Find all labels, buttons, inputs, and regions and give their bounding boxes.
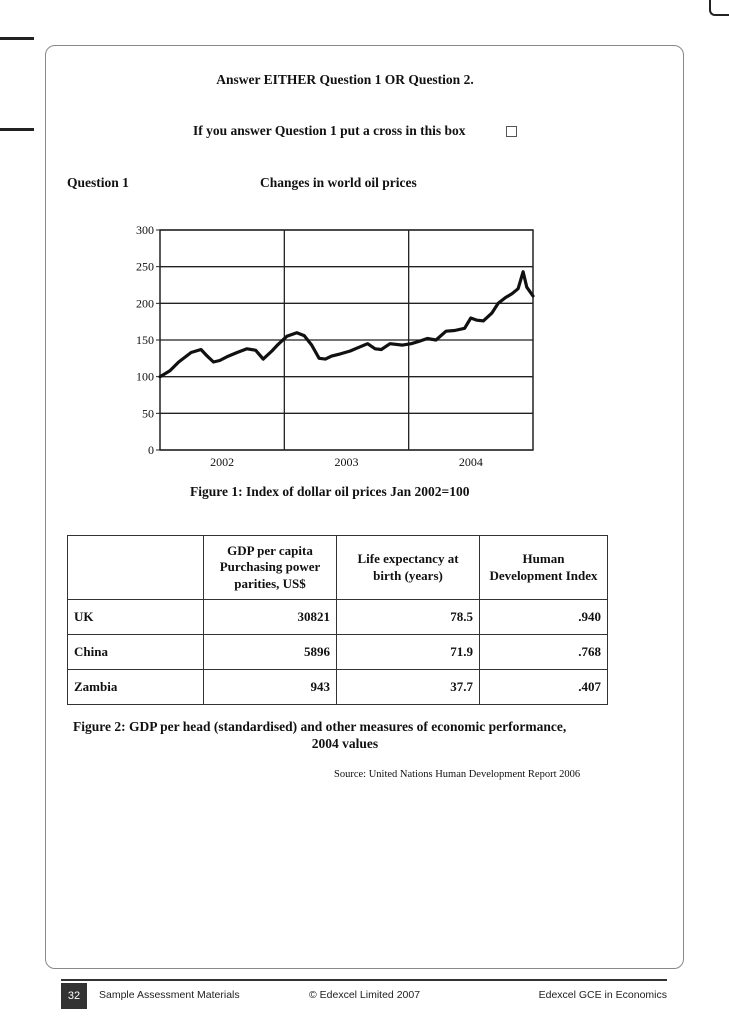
y-tick-label: 100: [136, 369, 154, 384]
question-title: Changes in world oil prices: [260, 175, 417, 190]
table-cell-hdi: .407: [480, 670, 608, 705]
table-cell-gdp: 943: [204, 670, 337, 705]
table-cell-gdp: 5896: [204, 635, 337, 670]
x-tick-label: 2002: [210, 455, 235, 469]
table-row: [68, 600, 608, 635]
table-row: [68, 670, 608, 705]
table-cell-country: Zambia: [68, 670, 204, 705]
y-tick-label: 300: [136, 223, 154, 237]
y-tick-label: 0: [148, 443, 154, 457]
x-tick-label: 2004: [458, 455, 483, 469]
footer-left: Sample Assessment Materials: [99, 989, 240, 1001]
table-cell-life-expectancy: 37.7: [337, 670, 480, 705]
economic-performance-table: [67, 535, 608, 705]
table-cell-hdi: .768: [480, 635, 608, 670]
table-header-country: [68, 536, 204, 600]
table-row: [68, 635, 608, 670]
y-tick-label: 50: [142, 406, 154, 421]
table-header-life-expectancy: Life expectancy at birth (years): [337, 536, 480, 600]
table-header-row: [68, 536, 608, 600]
footer-right: Edexcel GCE in Economics: [538, 989, 667, 1001]
footer-center: © Edexcel Limited 2007: [309, 989, 421, 1001]
oil-price-chart: [120, 222, 550, 472]
page-number: 32: [61, 983, 87, 1009]
source-note: Source: United Nations Human Development Report 2006: [334, 769, 581, 780]
figure-2-caption-line-1: Figure 2: GDP per head (standardised) and other measures of economic performance,: [73, 719, 567, 734]
table-cell-life-expectancy: 71.9: [337, 635, 480, 670]
answer-instruction: Answer EITHER Question 1 OR Question 2.: [216, 72, 474, 87]
table-cell-gdp: 30821: [204, 600, 337, 635]
figure-2-caption-line-2: 2004 values: [311, 736, 379, 751]
table-cell-country: UK: [68, 600, 204, 635]
y-tick-label: 150: [136, 333, 154, 347]
table-cell-life-expectancy: 78.5: [337, 600, 480, 635]
figure-1-caption: Figure 1: Index of dollar oil prices Jan 2002=100: [190, 484, 470, 499]
table-cell-hdi: .940: [480, 600, 608, 635]
corner-mark: [709, 0, 729, 16]
cross-instruction: If you answer Question 1 put a cross in this box: [193, 123, 466, 138]
table-header-gdp: GDP per capita Purchasing power parities, US$: [204, 536, 337, 600]
left-margin-mark-top: [0, 37, 34, 40]
question-1-checkbox[interactable]: [506, 126, 517, 137]
page-footer: [61, 979, 667, 1011]
oil-price-chart-svg: [120, 222, 550, 472]
left-margin-mark-bottom: [0, 128, 34, 131]
y-tick-label: 200: [136, 296, 154, 311]
question-label: Question 1: [67, 175, 129, 190]
table-cell-country: China: [68, 635, 204, 670]
x-tick-label: 2003: [334, 455, 359, 469]
oil-price-series-line: [160, 272, 533, 377]
table-header-hdi: Human Development Index: [480, 536, 608, 600]
y-tick-label: 250: [136, 259, 154, 274]
